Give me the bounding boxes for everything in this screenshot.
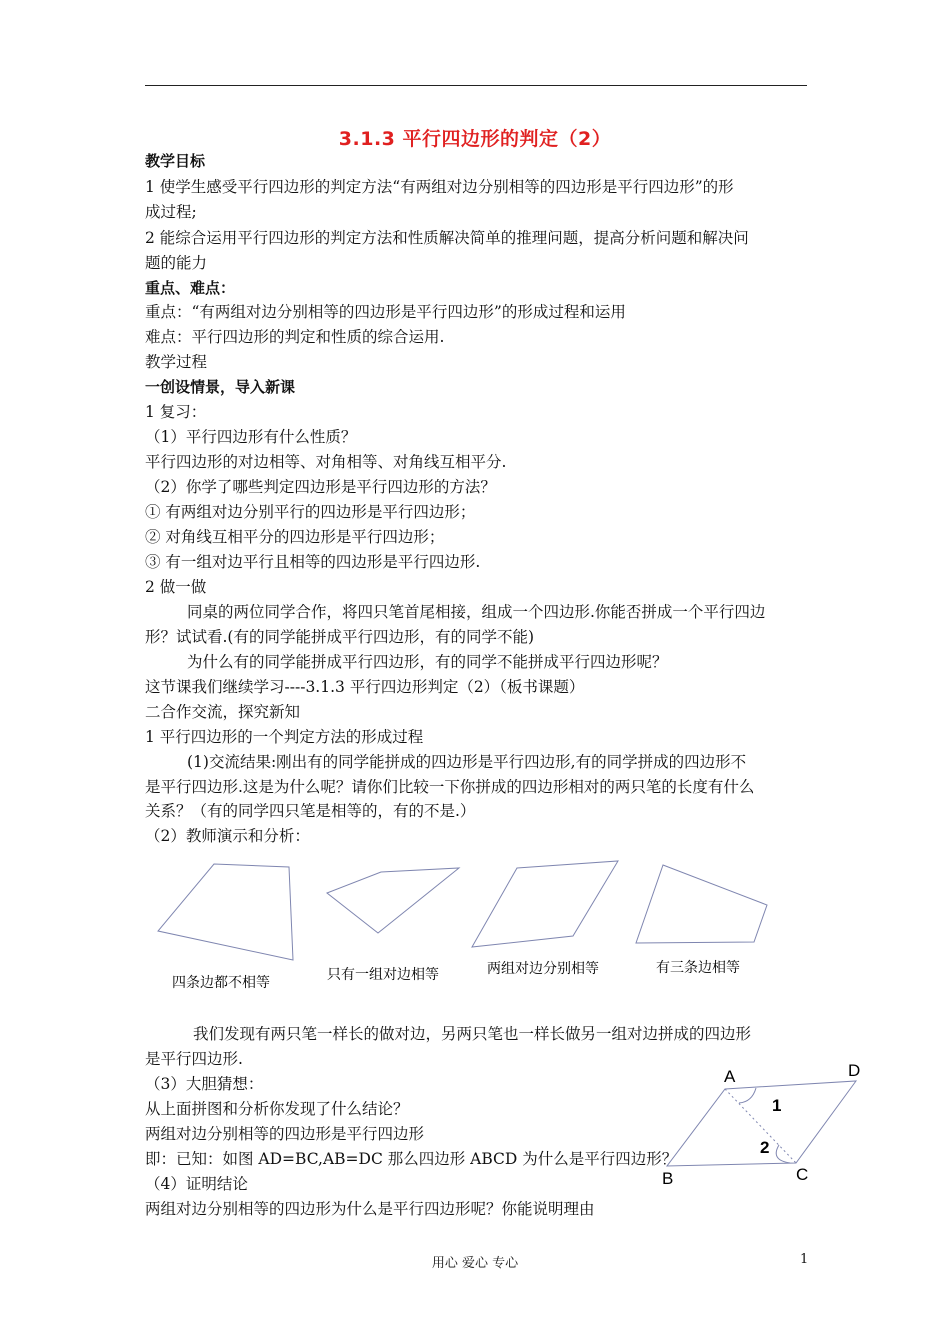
text-line: （3）大胆猜想： — [145, 1075, 264, 1093]
text-line: ② 对角线互相平分的四边形是平行四边形； — [145, 528, 445, 546]
quadrilateral-three-sides-equal — [636, 865, 767, 943]
text-line: 我们发现有两只笔一样长的做对边，另两只笔也一样长做另一组对边拼成的四边形 — [193, 1025, 752, 1043]
text-line: 这节课我们继续学习----3.1.3 平行四边形判定（2）（板书课题） — [145, 678, 585, 696]
quadrilateral-two-pairs-equal — [472, 861, 618, 947]
text-line: 2 做一做 — [145, 578, 207, 596]
text-line: ① 有两组对边分别平行的四边形是平行四边形； — [145, 503, 476, 521]
parallelogram-diagram — [662, 1061, 860, 1188]
text-line: ③ 有一组对边平行且相等的四边形是平行四边形. — [145, 553, 481, 571]
quadrilateral-one-pair-equal — [327, 868, 459, 933]
text-line: 是平行四边形.这是为什么呢？请你们比较一下你拼成的四边形相对的两只笔的长度有什么 — [145, 778, 755, 796]
vertex-b-label: B — [662, 1169, 674, 1188]
text-line: 平行四边形的对边相等、对角相等、对角线互相平分. — [145, 453, 507, 471]
angle-2-label: 2 — [760, 1138, 770, 1157]
text-line: 成过程; — [145, 203, 197, 221]
heading-section-1: 一创设情景，导入新课 — [145, 378, 296, 396]
text-line: 是平行四边形. — [145, 1050, 243, 1068]
text-line: 1 复习： — [145, 403, 207, 421]
figure-label-4: 有三条边相等 — [656, 960, 740, 976]
text-line: 题的能力 — [145, 254, 208, 272]
heading-objectives: 教学目标 — [145, 152, 206, 170]
text-line: 二合作交流，探究新知 — [145, 703, 301, 721]
heading-key-points: 重点、难点： — [145, 279, 236, 297]
text-line: 1 平行四边形的一个判定方法的形成过程 — [145, 728, 424, 746]
text-line: 关系？（有的同学四只笔是相等的，有的不是.） — [145, 802, 476, 820]
figure-label-2: 只有一组对边相等 — [327, 967, 439, 983]
vertex-c-label: C — [796, 1165, 809, 1184]
footer-center: 用心 爱心 专心 — [431, 1256, 519, 1271]
text-line: （2）你学了哪些判定四边形是平行四边形的方法？ — [145, 478, 496, 496]
text-line: 1 使学生感受平行四边形的判定方法“有两组对边分别相等的四边形是平行四边形”的形 — [145, 178, 734, 196]
text-line: 为什么有的同学能拼成平行四边形，有的同学不能拼成平行四边形呢？ — [187, 653, 668, 671]
text-line: （4）证明结论 — [145, 1175, 248, 1193]
text-line: （1）平行四边形有什么性质？ — [145, 428, 357, 446]
vertex-a-label: A — [724, 1067, 736, 1086]
text-line: 两组对边分别相等的四边形为什么是平行四边形呢？你能说明理由 — [145, 1200, 595, 1218]
angle-1-arc — [739, 1088, 756, 1103]
text-line: (1)交流结果:刚出有的同学能拼成的四边形是平行四边形,有的同学拼成的四边形不 — [187, 753, 747, 771]
text-line: 重点：“有两组对边分别相等的四边形是平行四边形”的形成过程和运用 — [145, 303, 626, 321]
vertex-d-label: D — [848, 1061, 861, 1080]
page-title: 3.1.3 平行四边形的判定（2） — [338, 128, 612, 150]
text-line: 教学过程 — [145, 353, 208, 371]
page-number: 1 — [800, 1252, 809, 1267]
text-line: 从上面拼图和分析你发现了什么结论？ — [145, 1100, 409, 1118]
text-line: 即：已知：如图 AD=BC,AB=DC 那么四边形 ABCD 为什么是平行四边形？ — [145, 1150, 678, 1168]
text-line: （2）教师演示和分析： — [145, 827, 310, 845]
text-line: 难点：平行四边形的判定和性质的综合运用. — [145, 328, 445, 346]
figure-label-3: 两组对边分别相等 — [487, 961, 599, 977]
text-line: 2 能综合运用平行四边形的判定方法和性质解决简单的推理问题，提高分析问题和解决问 — [145, 229, 749, 247]
text-line: 同桌的两位同学合作，将四只笔首尾相接，组成一个四边形.你能否拼成一个平行四边 — [187, 603, 766, 621]
text-line: 形？试试看.(有的同学能拼成平行四边形，有的同学不能) — [145, 628, 535, 646]
quadrilateral-all-unequal — [158, 864, 293, 960]
text-line: 两组对边分别相等的四边形是平行四边形 — [145, 1125, 425, 1143]
angle-1-label: 1 — [772, 1096, 782, 1115]
figure-label-1: 四条边都不相等 — [172, 975, 270, 991]
